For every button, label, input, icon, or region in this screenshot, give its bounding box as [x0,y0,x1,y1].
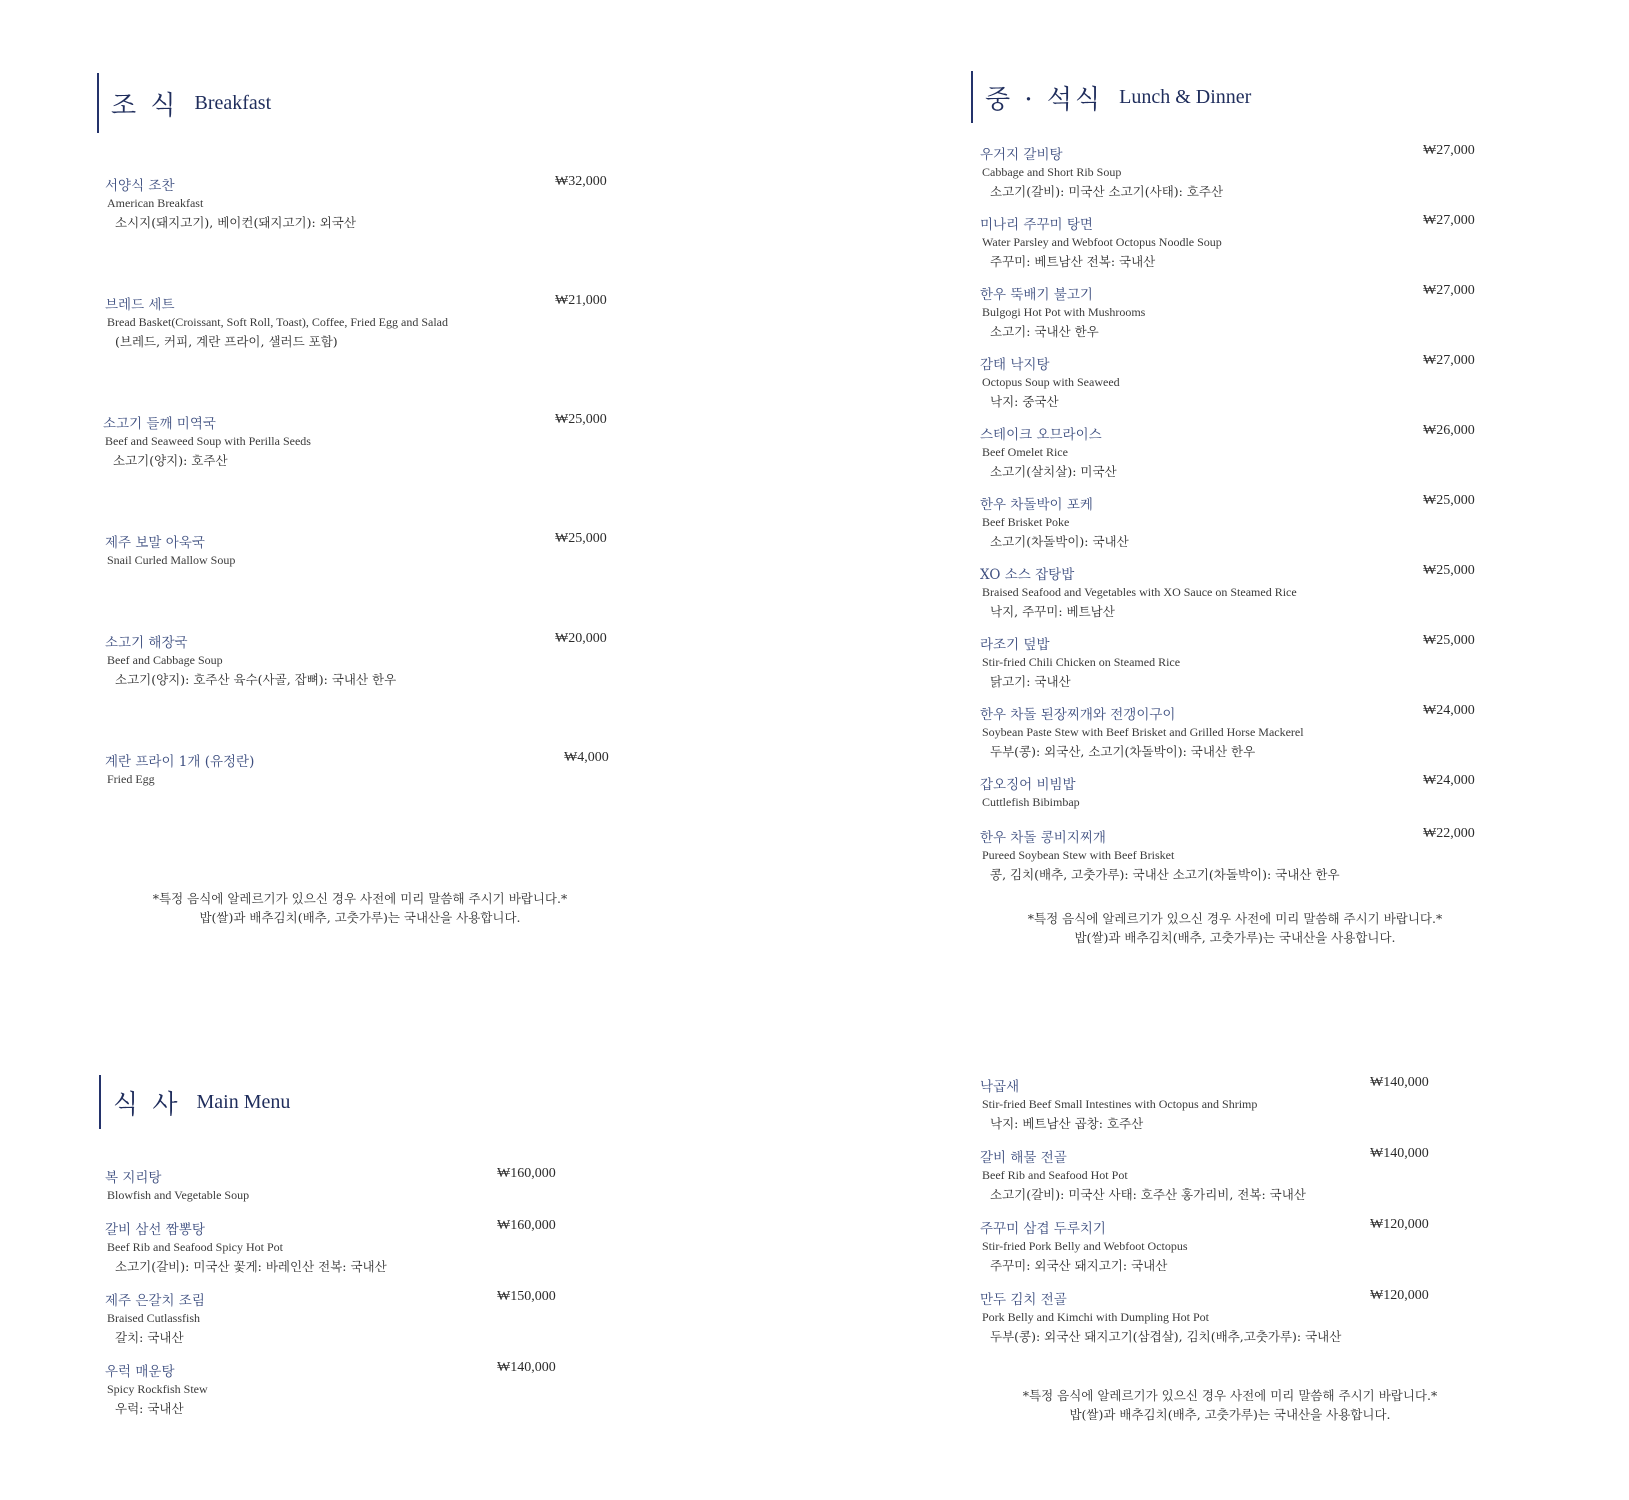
item-name: 우거지 갈비탕 [980,147,1063,163]
item-english: Bread Basket(Croissant, Soft Roll, Toast), Coffee, Fried Egg and Salad [107,315,448,329]
menu-item [980,703,1500,760]
item-price: ₩4,000 [564,750,609,765]
item-origin: 낙지: 중국산 [990,394,1059,409]
item-price: ₩25,000 [555,531,607,546]
item-price: ₩140,000 [497,1360,556,1375]
item-name: XO 소스 잡탕밥 [980,567,1075,583]
lunch-title-ko: 중 · 석식 [985,84,1104,115]
item-name: 갈비 삼선 짬뽕탕 [105,1222,205,1238]
item-price: ₩21,000 [555,293,607,308]
note-line: 밥(쌀)과 배추김치(배추, 고춧가루)는 국내산을 사용합니다. [199,910,521,925]
item-name: 만두 김치 전골 [980,1292,1067,1308]
item-english: Stir-fried Chili Chicken on Steamed Rice [982,655,1181,669]
item-name: 소고기 해장국 [105,635,188,651]
item-price: ₩25,000 [1423,633,1475,648]
item-english: Spicy Rockfish Stew [107,1382,208,1396]
item-price: ₩140,000 [1370,1146,1429,1161]
item-name: 계란 프라이 1개 (유정란) [105,754,255,770]
menu-item [980,563,1500,620]
item-price: ₩20,000 [555,631,607,646]
item-origin: 두부(콩): 외국산 돼지고기(삼겹살), 김치(배추,고춧가루): 국내산 [990,1329,1342,1344]
item-origin: 소고기(양지): 호주산 육수(사골, 잡뼈): 국내산 한우 [115,672,397,687]
item-name: 제주 보말 아욱국 [105,535,205,551]
item-name: 한우 차돌 콩비지찌개 [980,830,1106,846]
item-price: ₩150,000 [497,1289,556,1304]
item-price: ₩24,000 [1423,773,1475,788]
item-price: ₩25,000 [1423,563,1475,578]
item-name: 한우 차돌박이 포케 [980,497,1093,513]
menu-item [980,353,1500,410]
menu-item [980,423,1500,480]
menu-item [980,493,1500,550]
note-line: *특정 음식에 알레르기가 있으신 경우 사전에 미리 말씀해 주시기 바랍니다.* [1027,911,1443,926]
item-origin: 주꾸미: 외국산 돼지고기: 국내산 [990,1258,1168,1273]
item-english: Fried Egg [107,772,155,786]
item-english: Beef Rib and Seafood Hot Pot [982,1168,1128,1182]
item-english: Blowfish and Vegetable Soup [107,1188,250,1202]
item-name: 서양식 조찬 [105,178,175,194]
item-price: ₩27,000 [1423,213,1475,228]
main-menu-continued-section [0,1000,1629,1500]
item-name: 한우 차돌 된장찌개와 전갱이구이 [980,707,1176,723]
item-english: Cuttlefish Bibimbap [982,795,1080,809]
item-price: ₩25,000 [1423,493,1475,508]
item-name: 낙곱새 [980,1079,1020,1095]
menu-item [980,773,1500,810]
note-line: *특정 음식에 알레르기가 있으신 경우 사전에 미리 말씀해 주시기 바랍니다.* [152,891,568,906]
item-origin: 낙지, 주꾸미: 베트남산 [990,604,1115,619]
item-english: Cabbage and Short Rib Soup [982,165,1122,179]
item-price: ₩160,000 [497,1166,556,1181]
item-origin: 소고기(양지): 호주산 [113,453,228,468]
item-english: Beef Omelet Rice [982,445,1068,459]
main-title-en: Main Menu [196,1090,291,1113]
item-name: 한우 뚝배기 불고기 [980,287,1093,303]
breakfast-title-en: Breakfast [194,91,272,114]
item-origin: 소고기(갈비): 미국산 소고기(사태): 호주산 [990,184,1224,199]
item-origin: 소고기(갈비): 미국산 꽃게: 바레인산 전복: 국내산 [115,1259,387,1274]
note-line: *특정 음식에 알레르기가 있으신 경우 사전에 미리 말씀해 주시기 바랍니다.* [1022,1388,1438,1403]
item-price: ₩27,000 [1423,353,1475,368]
item-price: ₩27,000 [1423,143,1475,158]
item-english: Beef and Cabbage Soup [107,653,223,667]
item-origin: 주꾸미: 베트남산 전복: 국내산 [990,254,1156,269]
item-name: 라조기 덮밥 [980,637,1050,653]
item-price: ₩26,000 [1423,423,1475,438]
item-name: 갈비 해물 전골 [980,1150,1067,1166]
item-origin: (브레드, 커피, 계란 프라이, 샐러드 포함) [115,334,338,349]
item-english: Braised Cutlassfish [107,1311,200,1325]
item-origin: 닭고기: 국내산 [990,674,1071,689]
item-origin: 두부(콩): 외국산, 소고기(차돌박이): 국내산 한우 [990,744,1256,759]
item-english: Soybean Paste Stew with Beef Brisket and Grilled Horse Mackerel [982,725,1304,739]
item-price: ₩32,000 [555,174,607,189]
item-name: 미나리 주꾸미 탕면 [980,217,1093,233]
menu-item [980,1288,1440,1345]
item-english: Stir-fried Pork Belly and Webfoot Octopus [982,1239,1188,1253]
item-english: Beef Rib and Seafood Spicy Hot Pot [107,1240,283,1254]
item-name: 스테이크 오므라이스 [980,427,1102,443]
item-english: Braised Seafood and Vegetables with XO Sauce on Steamed Rice [982,585,1297,599]
item-name: 제주 은갈치 조림 [105,1293,205,1309]
item-origin: 갈치: 국내산 [115,1330,184,1345]
lunch-title-en: Lunch & Dinner [1119,85,1252,108]
menu-item [980,143,1500,200]
item-price: ₩25,000 [555,412,607,427]
item-english: Pork Belly and Kimchi with Dumpling Hot Pot [982,1310,1209,1324]
item-english: American Breakfast [107,196,204,210]
note-line: 밥(쌀)과 배추김치(배추, 고춧가루)는 국내산을 사용합니다. [1069,1407,1391,1422]
item-origin: 소고기: 국내산 한우 [990,324,1099,339]
lunch-dinner-header [971,71,1251,123]
menu-item [980,1146,1440,1203]
menu-item [980,213,1500,270]
item-name: 소고기 들깨 미역국 [103,416,216,432]
item-name: 브레드 세트 [105,297,175,313]
item-name: 감태 낙지탕 [980,357,1050,373]
item-origin: 콩, 김치(배추, 고춧가루): 국내산 소고기(차돌박이): 국내산 한우 [990,867,1340,882]
menu-item [980,633,1500,690]
item-origin: 소고기(갈비): 미국산 사태: 호주산 홍가리비, 전복: 국내산 [990,1187,1306,1202]
item-origin: 우럭: 국내산 [115,1401,184,1416]
item-price: ₩140,000 [1370,1075,1429,1090]
item-price: ₩120,000 [1370,1288,1429,1303]
menu-item [980,1075,1440,1132]
item-origin: 소시지(돼지고기), 베이컨(돼지고기): 외국산 [115,215,356,230]
item-name: 우럭 매운탕 [105,1364,175,1380]
item-origin: 낙지: 베트남산 곱창: 호주산 [990,1116,1144,1131]
item-english: Water Parsley and Webfoot Octopus Noodle Soup [982,235,1222,249]
allergy-note [955,909,1515,947]
item-name: 복 지리탕 [105,1170,162,1186]
note-line: 밥(쌀)과 배추김치(배추, 고춧가루)는 국내산을 사용합니다. [1074,930,1396,945]
item-origin: 소고기(살치살): 미국산 [990,464,1117,479]
item-english: Stir-fried Beef Small Intestines with Octopus and Shrimp [982,1097,1258,1111]
allergy-note [950,1386,1510,1424]
item-price: ₩120,000 [1370,1217,1429,1232]
item-name: 갑오징어 비빔밥 [980,777,1076,793]
item-english: Beef Brisket Poke [982,515,1070,529]
item-origin: 소고기(차돌박이): 국내산 [990,534,1129,549]
item-price: ₩22,000 [1423,826,1475,841]
main-title-ko: 식 사 [113,1089,181,1120]
menu-item [980,826,1500,883]
breakfast-title-ko: 조 식 [111,90,179,121]
menu-item [980,1217,1440,1274]
item-english: Octopus Soup with Seaweed [982,375,1120,389]
item-english: Bulgogi Hot Pot with Mushrooms [982,305,1146,319]
menu-item [980,283,1500,340]
item-name: 주꾸미 삼겹 두루치기 [980,1221,1106,1237]
item-english: Beef and Seaweed Soup with Perilla Seeds [105,434,311,448]
item-price: ₩24,000 [1423,703,1475,718]
item-price: ₩27,000 [1423,283,1475,298]
item-price: ₩160,000 [497,1218,556,1233]
item-english: Pureed Soybean Stew with Beef Brisket [982,848,1175,862]
item-english: Snail Curled Mallow Soup [107,553,236,567]
